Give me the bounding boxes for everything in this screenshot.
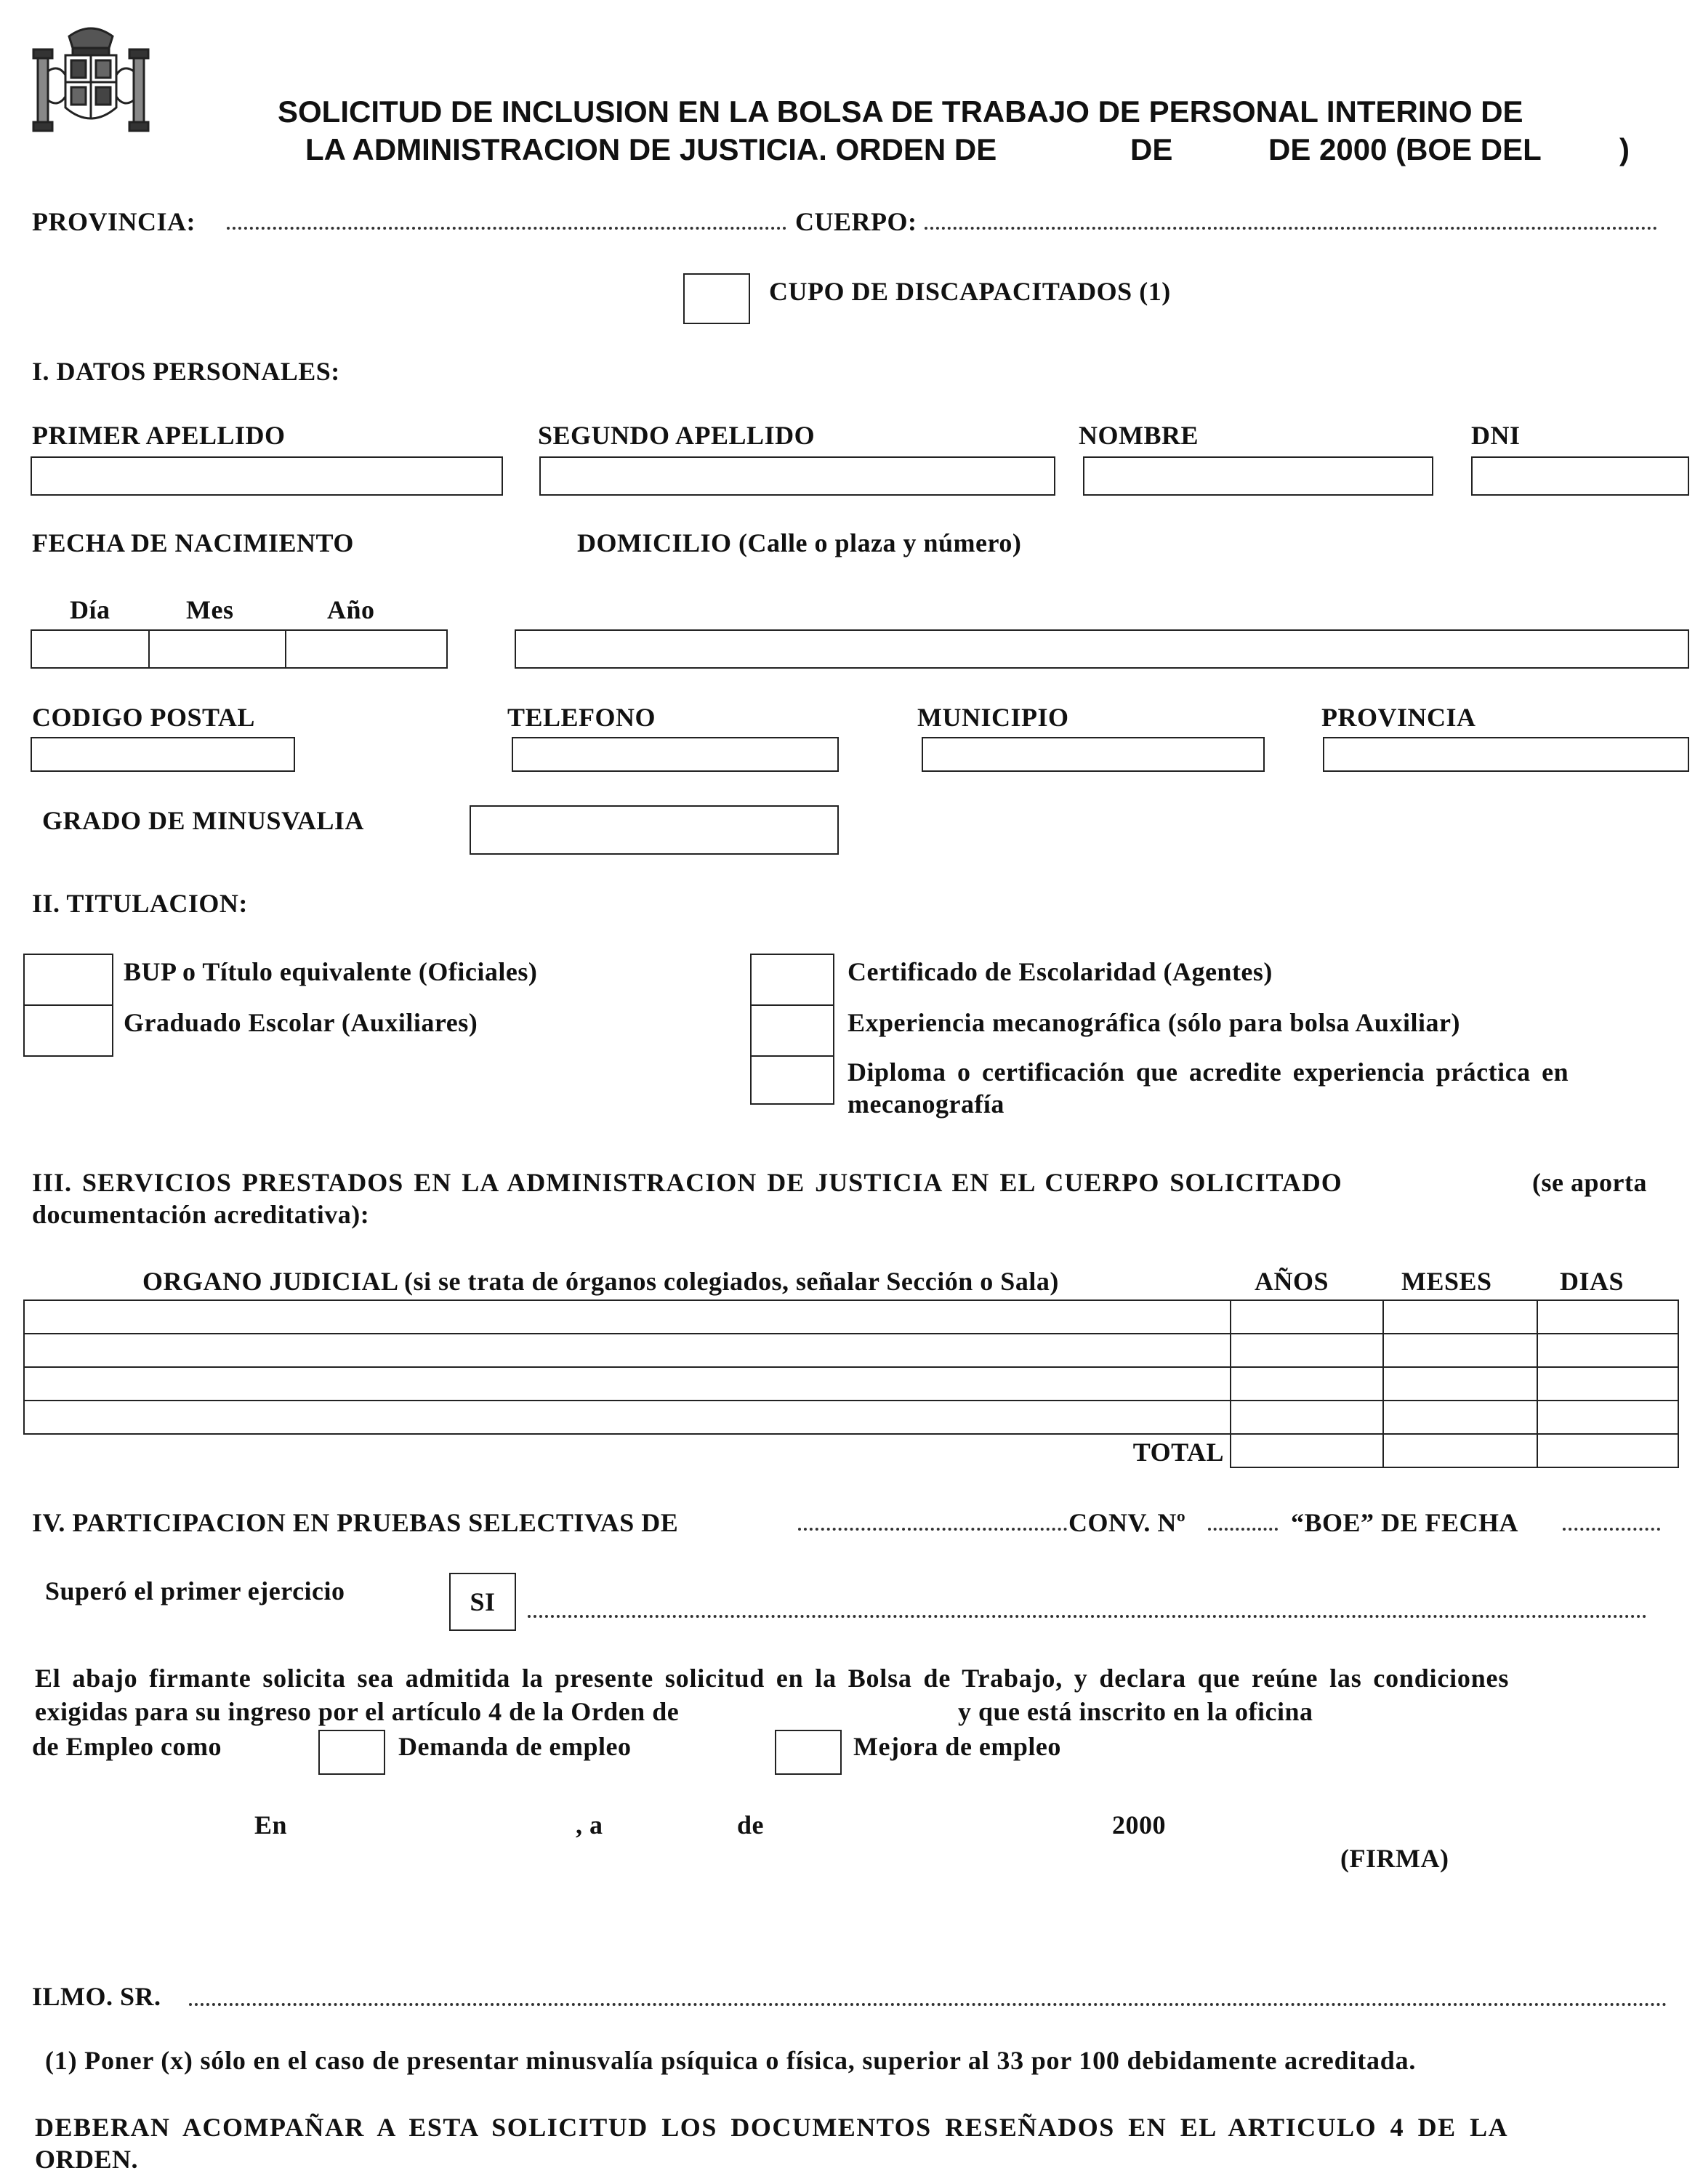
- meses-cell[interactable]: [1383, 1300, 1537, 1334]
- provincia-personal-label: PROVINCIA: [1321, 703, 1476, 732]
- segundo-apellido-field[interactable]: [539, 456, 1055, 496]
- boe-fecha-label: “BOE” DE FECHA: [1291, 1508, 1519, 1537]
- organo-cell[interactable]: [24, 1300, 1231, 1334]
- form-title-line2b: DE: [1130, 132, 1173, 166]
- section-datos-personales-heading: I. DATOS PERSONALES:: [32, 357, 340, 386]
- total-label: TOTAL: [1132, 1438, 1224, 1467]
- section-servicios-heading-line2: documentación acreditativa):: [32, 1200, 370, 1229]
- mejora-empleo-label: Mejora de empleo: [853, 1732, 1061, 1761]
- anos-cell[interactable]: [1231, 1334, 1383, 1367]
- declaration-line3: de Empleo como: [32, 1732, 222, 1761]
- ilmo-sr-dotted-field[interactable]: [189, 2003, 1667, 2006]
- experiencia-label: Experiencia mecanográfica (sólo para bolsa Auxiliar): [848, 1008, 1460, 1037]
- graduado-label: Graduado Escolar (Auxiliares): [124, 1008, 478, 1037]
- meses-cell[interactable]: [1383, 1367, 1537, 1401]
- servicios-table: [23, 1299, 1679, 1468]
- provincia-label: PROVINCIA:: [32, 207, 196, 236]
- dni-label: DNI: [1471, 421, 1521, 450]
- total-label-cell: [24, 1434, 1231, 1467]
- segundo-apellido-label: SEGUNDO APELLIDO: [538, 421, 816, 450]
- table-row: [24, 1401, 1678, 1434]
- mejora-empleo-checkbox[interactable]: [775, 1730, 842, 1775]
- cuerpo-label: CUERPO:: [795, 207, 917, 236]
- organo-cell[interactable]: [24, 1334, 1231, 1367]
- si-label: SI: [470, 1587, 496, 1616]
- diploma-label-line1: Diploma o certificación que acredite experiencia práctica en: [848, 1057, 1569, 1087]
- deberan-line1: DEBERAN ACOMPAÑAR A ESTA SOLICITUD LOS DOCUMENTOS RESEÑADOS EN EL ARTICULO 4 DE LA: [35, 2113, 1509, 2142]
- year-label: 2000: [1112, 1810, 1166, 1840]
- si-checkbox[interactable]: [449, 1573, 516, 1631]
- col-anos-header: AÑOS: [1255, 1267, 1329, 1296]
- anos-cell[interactable]: [1231, 1300, 1383, 1334]
- col-dias-header: DIAS: [1560, 1267, 1624, 1296]
- dia-field[interactable]: [31, 629, 150, 669]
- dias-cell[interactable]: [1537, 1300, 1678, 1334]
- dias-cell[interactable]: [1537, 1334, 1678, 1367]
- domicilio-field[interactable]: [515, 629, 1689, 669]
- dias-cell[interactable]: [1537, 1401, 1678, 1434]
- telefono-label: TELEFONO: [507, 703, 656, 732]
- demanda-empleo-label: Demanda de empleo: [398, 1732, 632, 1761]
- bup-checkbox[interactable]: [23, 954, 113, 1006]
- mes-field[interactable]: [148, 629, 286, 669]
- dia-label: Día: [70, 595, 110, 624]
- graduado-checkbox[interactable]: [23, 1004, 113, 1057]
- table-row: [24, 1367, 1678, 1401]
- certificado-checkbox[interactable]: [750, 954, 834, 1006]
- footnote-discapacidad: (1) Poner (x) sólo en el caso de presentar minusvalía psíquica o física, superior al 33 por 100 debidamente acreditada.: [45, 2046, 1417, 2075]
- coat-of-arms-logo: [29, 20, 153, 144]
- organo-cell[interactable]: [24, 1367, 1231, 1401]
- grado-minusvalia-field[interactable]: [470, 805, 839, 855]
- declaration-line2a: exigidas para su ingreso por el artículo 4 de la Orden de: [35, 1697, 680, 1726]
- meses-cell[interactable]: [1383, 1334, 1537, 1367]
- anos-cell[interactable]: [1231, 1367, 1383, 1401]
- grado-minusvalia-label: GRADO DE MINUSVALIA: [42, 806, 364, 835]
- table-total-row: [24, 1434, 1678, 1467]
- anio-field[interactable]: [285, 629, 448, 669]
- col-organo-judicial-header: ORGANO JUDICIAL (si se trata de órganos colegiados, señalar Sección o Sala): [142, 1267, 1059, 1296]
- form-title-line2d: ): [1619, 132, 1630, 166]
- codigo-postal-field[interactable]: [31, 737, 295, 772]
- telefono-field[interactable]: [512, 737, 839, 772]
- form-title-line2a: LA ADMINISTRACION DE JUSTICIA. ORDEN DE: [305, 132, 997, 166]
- cuerpo-dotted-field[interactable]: [925, 227, 1657, 230]
- deberan-line2: ORDEN.: [35, 2145, 139, 2174]
- a-label: , a: [576, 1810, 603, 1840]
- supero-label: Superó el primer ejercicio: [45, 1576, 345, 1605]
- organo-cell[interactable]: [24, 1401, 1231, 1434]
- section-servicios-heading-note: (se aporta: [1532, 1168, 1647, 1197]
- municipio-label: MUNICIPIO: [917, 703, 1069, 732]
- en-label: En: [254, 1810, 288, 1840]
- bup-label: BUP o Título equivalente (Oficiales): [124, 957, 538, 986]
- section-titulacion-heading: II. TITULACION:: [32, 889, 248, 918]
- ilmo-sr-label: ILMO. SR.: [32, 1982, 161, 2011]
- diploma-label-line2: mecanografía: [848, 1089, 1004, 1119]
- fecha-nacimiento-label: FECHA DE NACIMIENTO: [32, 528, 354, 557]
- primer-apellido-label: PRIMER APELLIDO: [32, 421, 286, 450]
- mes-label: Mes: [186, 595, 234, 624]
- pruebas-dotted-field[interactable]: [798, 1528, 1067, 1531]
- provincia-personal-field[interactable]: [1323, 737, 1689, 772]
- meses-cell[interactable]: [1383, 1401, 1537, 1434]
- nombre-field[interactable]: [1083, 456, 1433, 496]
- municipio-field[interactable]: [922, 737, 1265, 772]
- section-servicios-heading: III. SERVICIOS PRESTADOS EN LA ADMINISTRACION DE JUSTICIA EN EL CUERPO SOLICITADO: [32, 1168, 1342, 1197]
- supero-dotted-field[interactable]: [528, 1615, 1647, 1618]
- firma-label: (FIRMA): [1340, 1844, 1449, 1873]
- cupo-discapacitados-label: CUPO DE DISCAPACITADOS (1): [769, 277, 1171, 306]
- total-meses-cell[interactable]: [1383, 1434, 1537, 1467]
- table-row: [24, 1300, 1678, 1334]
- conv-dotted-field[interactable]: [1208, 1528, 1278, 1531]
- de-label: de: [737, 1810, 764, 1840]
- nombre-label: NOMBRE: [1079, 421, 1199, 450]
- total-anos-cell[interactable]: [1231, 1434, 1383, 1467]
- cupo-discapacitados-checkbox[interactable]: [683, 273, 750, 324]
- form-title-line1: SOLICITUD DE INCLUSION EN LA BOLSA DE TRABAJO DE PERSONAL INTERINO DE: [278, 94, 1523, 129]
- declaration-line2b: y que está inscrito en la oficina: [958, 1697, 1313, 1726]
- col-meses-header: MESES: [1401, 1267, 1492, 1296]
- provincia-dotted-field[interactable]: [227, 227, 786, 230]
- dias-cell[interactable]: [1537, 1367, 1678, 1401]
- dni-field[interactable]: [1471, 456, 1689, 496]
- codigo-postal-label: CODIGO POSTAL: [32, 703, 255, 732]
- declaration-line1: El abajo firmante solicita sea admitida la presente solicitud en la Bolsa de Trabajo, y declara que reúne las condiciones: [35, 1664, 1510, 1693]
- anos-cell[interactable]: [1231, 1401, 1383, 1434]
- boe-fecha-dotted-field[interactable]: [1563, 1528, 1660, 1531]
- conv-label: CONV. Nº: [1068, 1508, 1186, 1537]
- primer-apellido-field[interactable]: [31, 456, 503, 496]
- table-row: [24, 1334, 1678, 1367]
- form-title-line2c: DE 2000 (BOE DEL: [1268, 132, 1542, 166]
- certificado-label: Certificado de Escolaridad (Agentes): [848, 957, 1273, 986]
- section-pruebas-selectivas-label: IV. PARTICIPACION EN PRUEBAS SELECTIVAS DE: [32, 1508, 679, 1537]
- total-dias-cell[interactable]: [1537, 1434, 1678, 1467]
- demanda-empleo-checkbox[interactable]: [318, 1730, 385, 1775]
- experiencia-checkbox[interactable]: [750, 1004, 834, 1057]
- anio-label: Año: [327, 595, 375, 624]
- diploma-checkbox[interactable]: [750, 1055, 834, 1105]
- domicilio-label: DOMICILIO (Calle o plaza y número): [577, 528, 1022, 557]
